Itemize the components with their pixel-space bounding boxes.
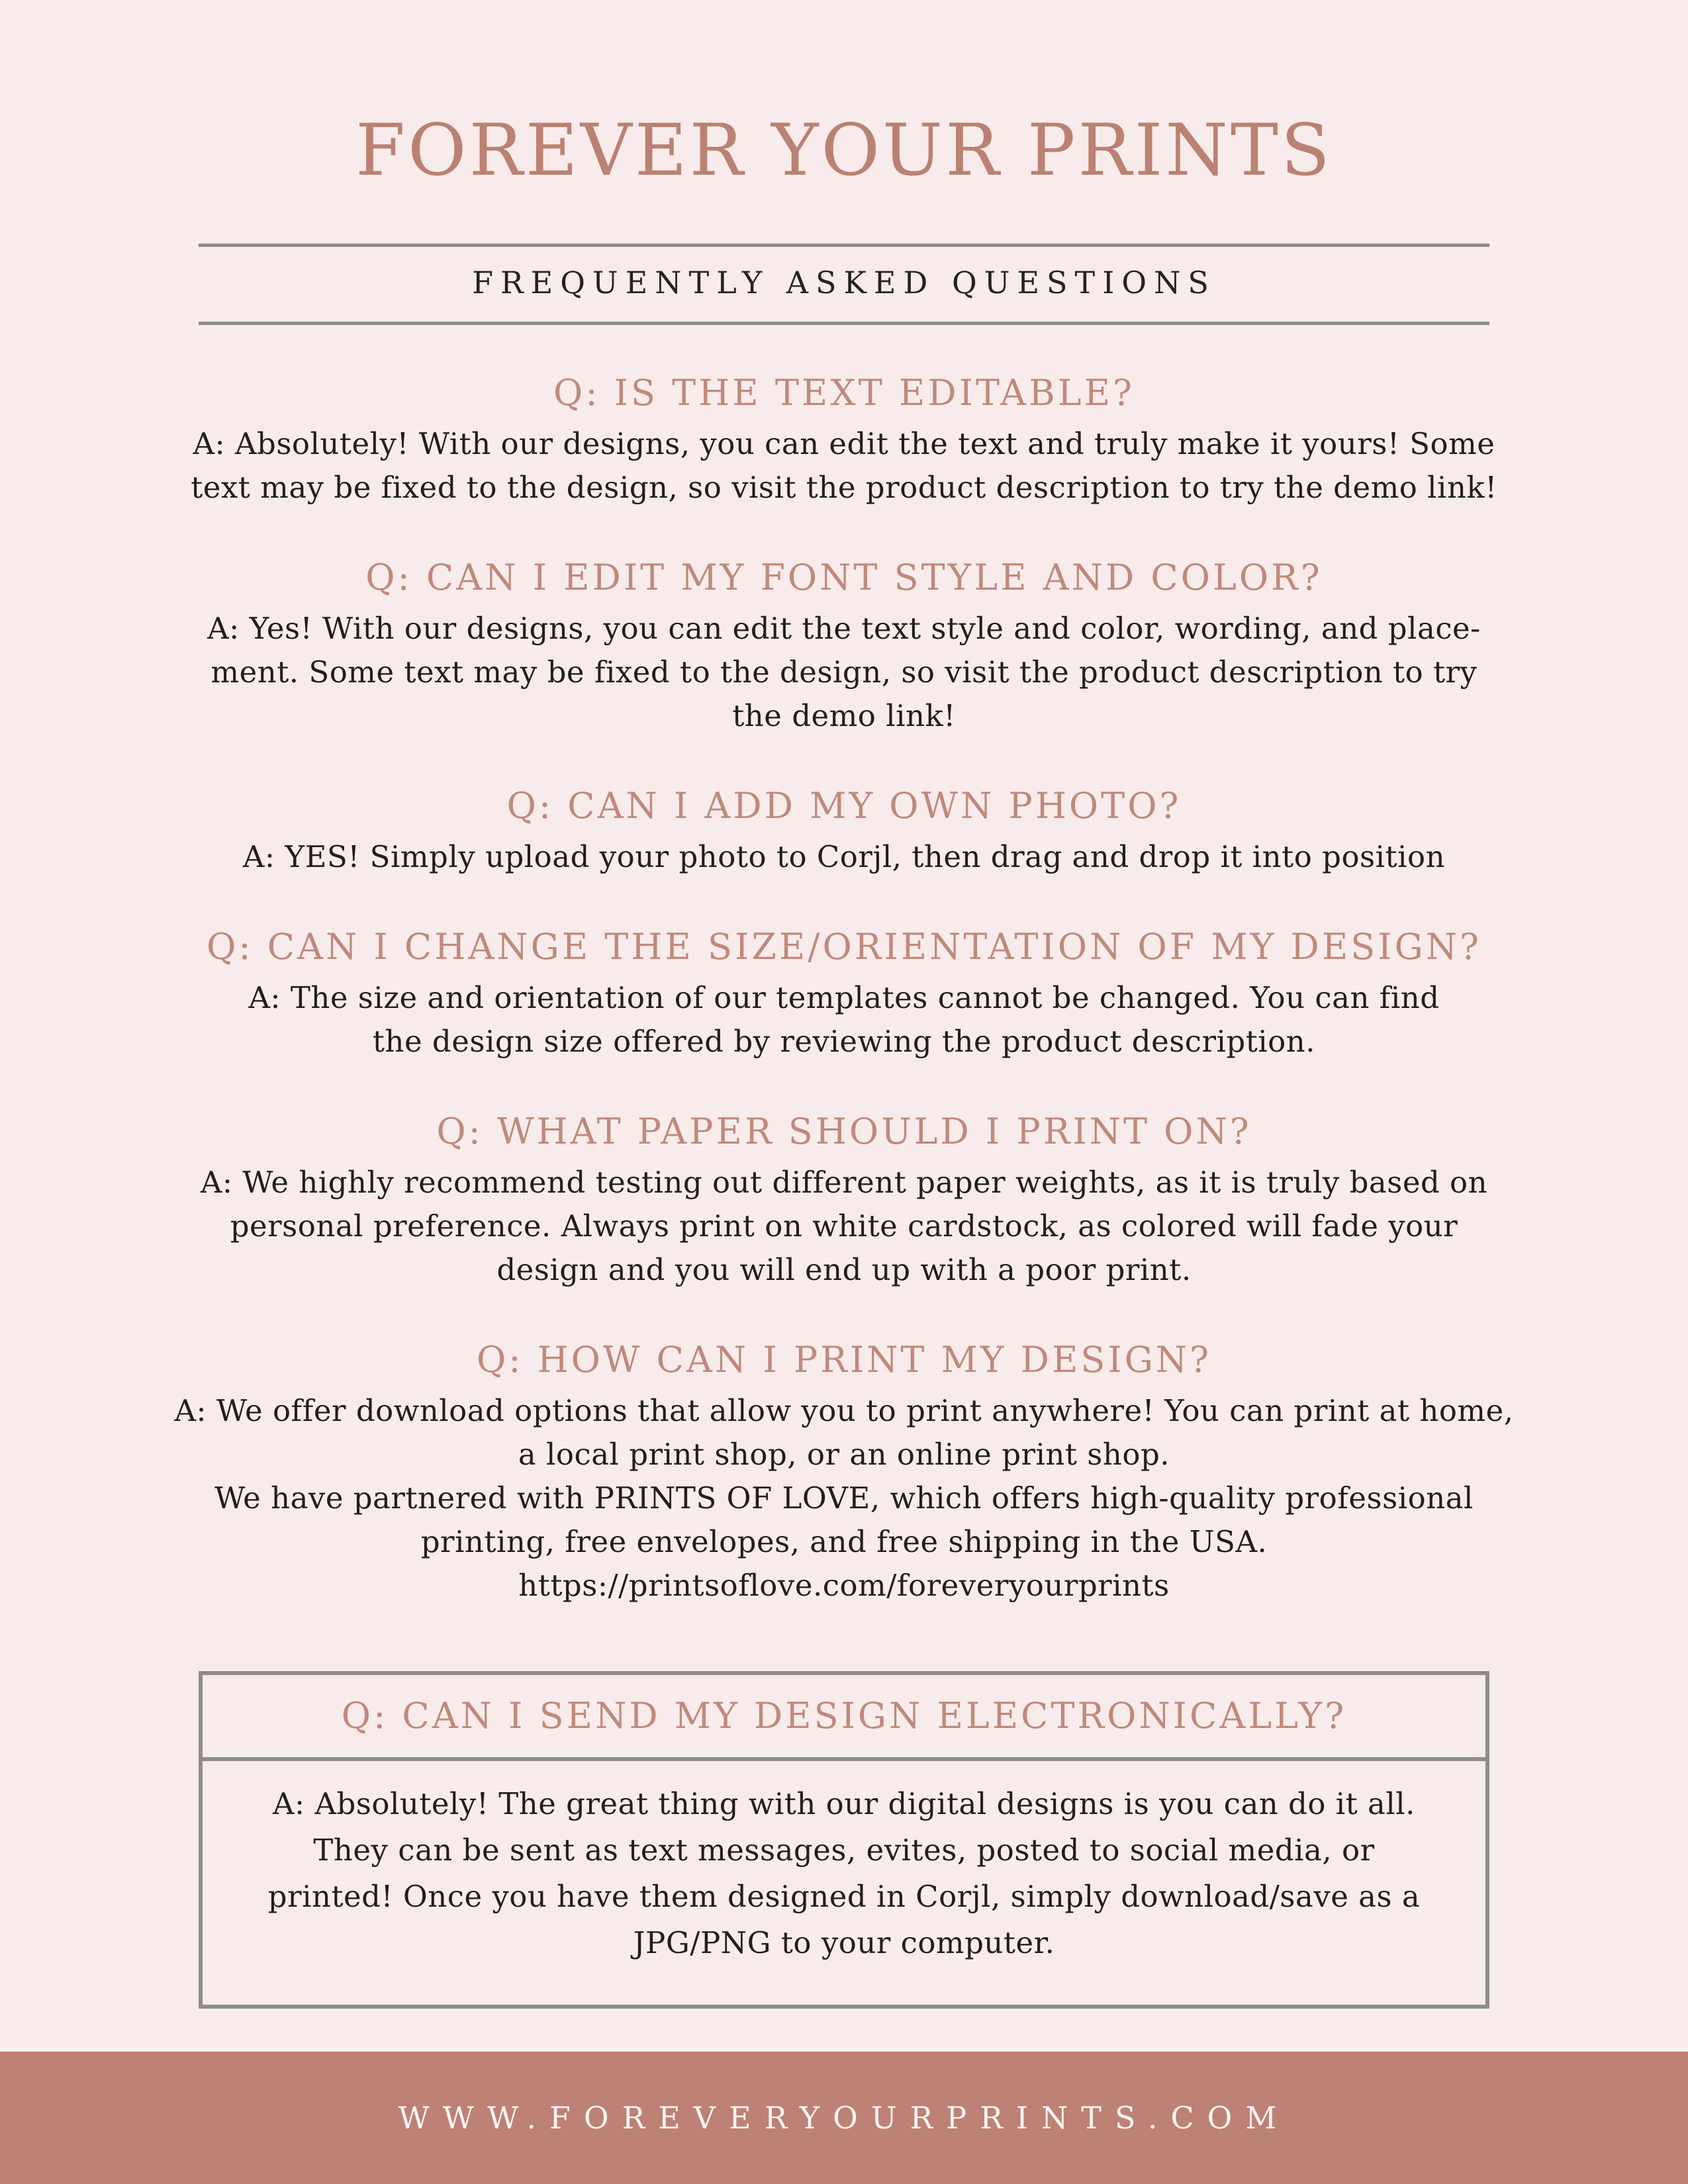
faq-section xyxy=(0,558,1688,738)
faq-question: Q: IS THE TEXT EDITABLE? xyxy=(553,372,1135,414)
faq-question: Q: CAN I SEND MY DESIGN ELECTRONICALLY? xyxy=(341,1695,1347,1737)
faq-section xyxy=(0,1340,1688,1608)
faq-question: Q: CAN I EDIT MY FONT STYLE AND COLOR? xyxy=(365,557,1323,598)
faq-answer-line: personal preference. Always print on white cardstock, as colored will fade your xyxy=(230,1208,1458,1244)
page-title: FOREVER YOUR PRINTS xyxy=(355,109,1333,192)
faq-question: Q: HOW CAN I PRINT MY DESIGN? xyxy=(476,1339,1212,1381)
faq-answer-line: a local print shop, or an online print shop. xyxy=(518,1437,1170,1472)
faq-answer-line: the design size offered by reviewing the product description. xyxy=(372,1024,1316,1059)
footer-band xyxy=(0,2048,1688,2184)
faq-question: Q: WHAT PAPER SHOULD I PRINT ON? xyxy=(436,1111,1252,1152)
faq-answer-line: They can be sent as text messages, evites, posted to social media, or xyxy=(313,1833,1375,1868)
faq-answer xyxy=(149,1161,1539,1292)
faq-answer-line: A: Absolutely! The great thing with our digital designs is you can do it all. xyxy=(273,1786,1415,1821)
faq-answer xyxy=(149,607,1539,738)
faq-section xyxy=(0,927,1688,1064)
boxed-faq-section xyxy=(199,1671,1489,2009)
faq-section xyxy=(0,786,1688,879)
faq-question: Q: CAN I ADD MY OWN PHOTO? xyxy=(506,785,1182,827)
faq-answer-line: design and you will end up with a poor print. xyxy=(496,1252,1192,1287)
faq-answer xyxy=(149,835,1539,879)
faq-answer-line: the demo link! xyxy=(732,698,956,733)
divider-mid xyxy=(199,322,1489,325)
page-subtitle: FREQUENTLY ASKED QUESTIONS xyxy=(472,265,1216,300)
faq-answer-line: A: We highly recommend testing out different paper weights, as it is truly based on xyxy=(200,1165,1488,1200)
faq-answer-line: We have partnered with PRINTS OF LOVE, which offers high-quality professional xyxy=(214,1480,1474,1516)
faq-answer-line: text may be fixed to the design, so visit the product description to try the demo link! xyxy=(191,470,1497,505)
faq-answer-line: A: The size and orientation of our templates cannot be changed. You can find xyxy=(248,980,1440,1015)
faq-answer-line: ment. Some text may be fixed to the design, so visit the product description to try xyxy=(211,655,1477,690)
footer-website-url: WWW.FOREVERYOURPRINTS.COM xyxy=(398,2100,1290,2136)
faq-section xyxy=(0,373,1688,510)
faq-answer-line: A: We offer download options that allow you to print anywhere! You can print at home, xyxy=(174,1393,1514,1428)
faq-question: Q: CAN I CHANGE THE SIZE/ORIENTATION OF MY DESIGN? xyxy=(207,926,1481,968)
faq-answer-line: A: YES! Simply upload your photo to Corjl, then drag and drop it into position xyxy=(242,839,1446,874)
boxed-faq-header xyxy=(203,1675,1485,1761)
faq-answer xyxy=(149,976,1539,1064)
faq-answer-line: printing, free envelopes, and free shipping in the USA. xyxy=(420,1524,1268,1559)
faq-answer-line: printed! Once you have them designed in Corjl, simply download/save as a xyxy=(267,1879,1421,1914)
faq-answer-line: A: Yes! With our designs, you can edit the text style and color, wording, and place- xyxy=(207,611,1481,646)
prints-of-love-link[interactable]: https://printsoflove.com/foreveryourprints xyxy=(518,1568,1170,1603)
faq-section xyxy=(0,1112,1688,1292)
divider-top xyxy=(199,244,1489,247)
boxed-faq-answer xyxy=(203,1761,1485,2005)
faq-answer-line: JPG/PNG to your computer. xyxy=(633,1925,1055,1960)
faq-answer xyxy=(149,422,1539,510)
faq-answer-line: A: Absolutely! With our designs, you can edit the text and truly make it yours! Some xyxy=(193,426,1495,461)
faq-answer xyxy=(149,1389,1539,1608)
